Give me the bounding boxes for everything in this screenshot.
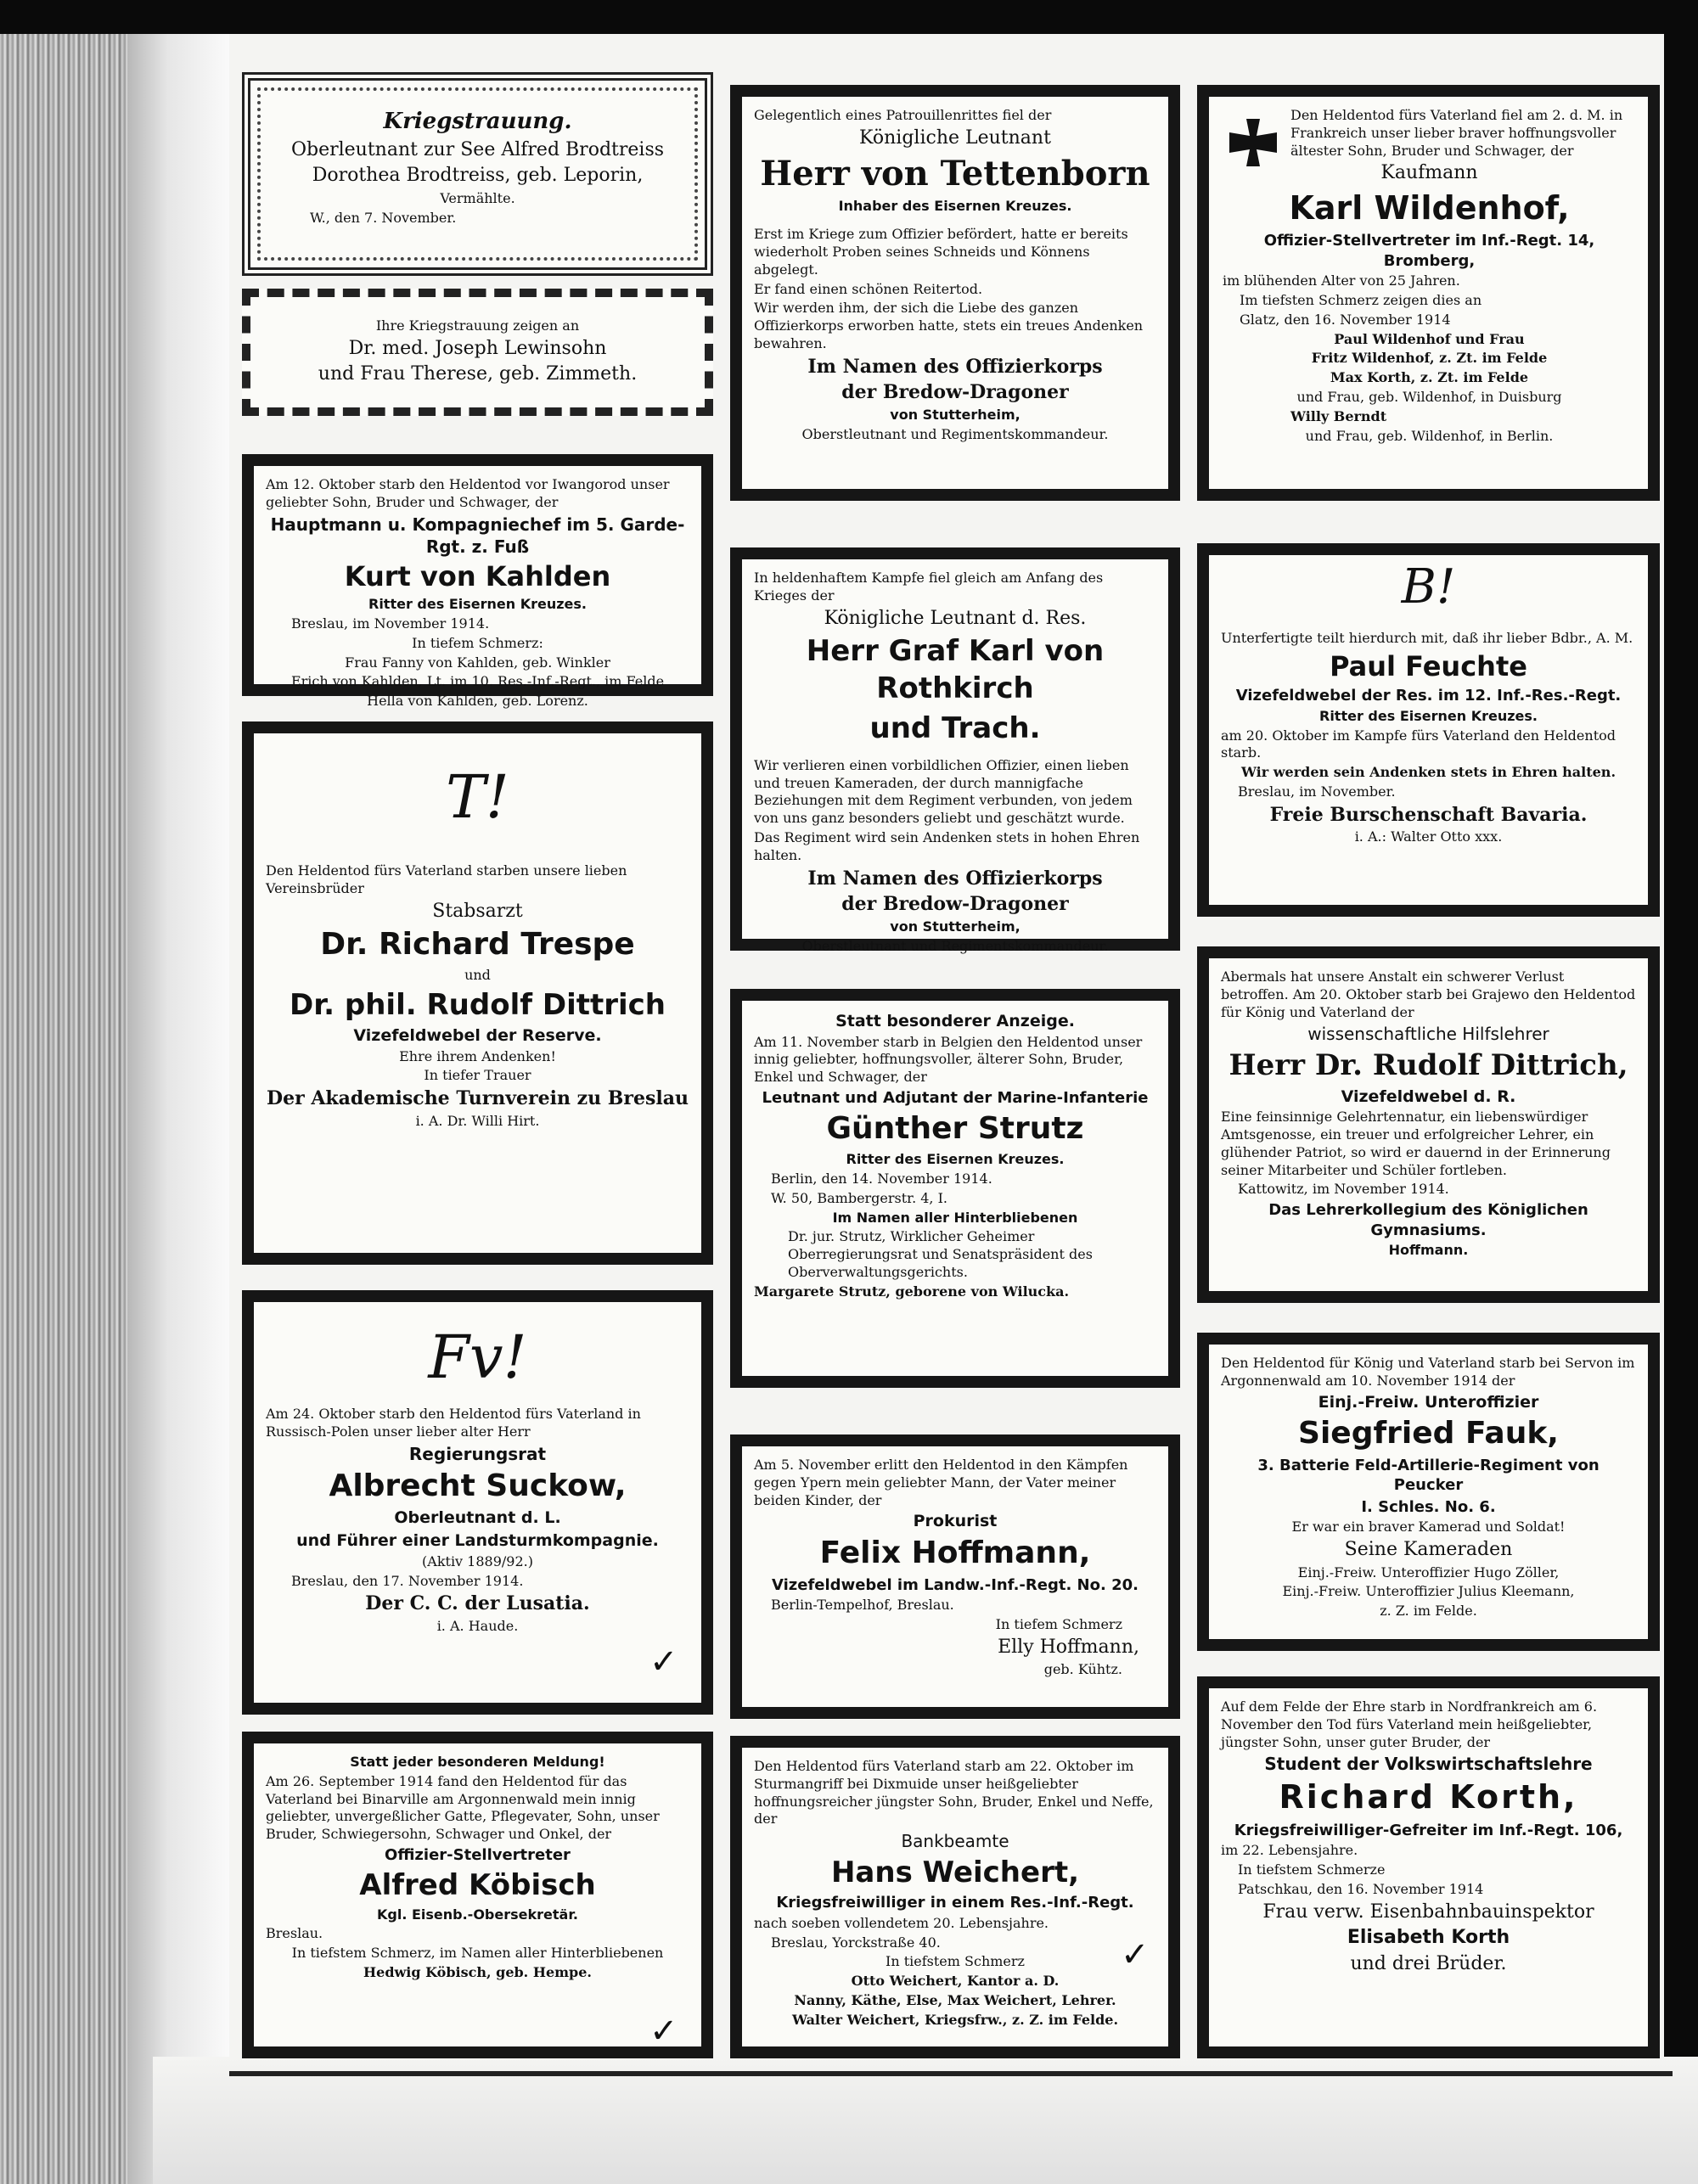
groom-line: Dr. med. Joseph Lewinsohn (348, 337, 607, 359)
notice-title: Kriegstrauung. (383, 109, 572, 134)
job-line: Kgl. Eisenb.-Obersekretär. (376, 1906, 579, 1923)
obituary-hans-weichert (730, 1736, 1180, 2058)
rank-line: Offizier-Stellvertreter im Inf.-Regt. 14, Bromberg, (1263, 232, 1595, 270)
title-line: Student der Volkswirtschaftslehre (1264, 1754, 1593, 1775)
monogram: Fv! (428, 1322, 527, 1392)
iron-cross-icon (1228, 117, 1279, 168)
relative-line: Otto Weichert, Kantor a. D. (851, 1973, 1060, 1990)
page-gutter (127, 0, 229, 2184)
deceased-name: Paul Feuchte (1330, 649, 1527, 682)
obituary-alfred-koebisch (242, 1732, 713, 2058)
intro-text: Am 24. Oktober starb den Heldentod fürs Vaterland in Russisch-Polen unser lieber alter Herr (266, 1406, 641, 1440)
rank-line: Leutnant und Adjutant der Marine-Infanterie (762, 1089, 1149, 1108)
handwritten-check-mark: ✓ (649, 1642, 678, 1682)
bride-line: und Frau Therese, geb. Zimmeth. (318, 363, 638, 385)
intro-text: Am 5. November erlitt den Heldentod in den Kämpfen gegen Ypern mein geliebter Mann, der Vater meiner beiden Kinder, der (754, 1457, 1128, 1508)
intro-text: Abermals hat unsere Anstalt ein schwerer Verlust betroffen. Am 20. Oktober starb bei Grajewo den Heldentod für König und Vaterland der (1221, 968, 1636, 1020)
place-line: Berlin-Tempelhof, Breslau. (771, 1597, 954, 1614)
place-line: Breslau. (266, 1925, 323, 1942)
notice-heading: Statt jeder besonderen Meldung! (350, 1754, 605, 1770)
place-date: Breslau, den 17. November 1914. (291, 1572, 524, 1589)
signature: Hedwig Köbisch, geb. Hempe. (363, 1963, 592, 1980)
signature: Einj.-Freiw. Unteroffizier Julius Kleemann, (1282, 1583, 1575, 1600)
deceased-name: Günther Strutz (826, 1111, 1084, 1147)
paragraph: Wir verlieren einen vorbildlichen Offizier, einen lieben und treuen Kameraden, der durch mannigfache Beziehungen mit dem Regiment verbunden, von jedem von uns ganz besonders geliebt und geschätzt wurde. (754, 756, 1133, 827)
club-name: Der Akademische Turnverein zu Breslau (267, 1087, 689, 1110)
rank-line: Hauptmann u. Kompagniechef im 5. Garde-Rgt. z. Fuß (270, 514, 685, 557)
mourning-line: Im Namen aller Hinterbliebenen (832, 1209, 1078, 1226)
obituary-albrecht-suckow (242, 1290, 713, 1715)
relative-line: Frau verw. Eisenbahnbauinspektor (1262, 1900, 1594, 1923)
handwritten-check-mark: ✓ (1121, 1935, 1150, 1974)
signature: i. A.: Walter Otto xxx. (1354, 828, 1503, 845)
rank-line: Königliche Leutnant d. Res. (824, 607, 1087, 629)
status-line: Vermählte. (440, 189, 515, 206)
unit-line: 3. Batterie Feld-Artillerie-Regiment von Peucker (1257, 1457, 1600, 1495)
relative-line: Hella von Kahlden, geb. Lorenz. (367, 693, 588, 710)
obituary-karl-wildenhof (1197, 85, 1660, 501)
place-line: Breslau, Yorckstraße 40. (771, 1934, 941, 1951)
intro-text: Den Heldentod fürs Vaterland starben unsere lieben Vereinsbrüder (266, 862, 627, 896)
place-date: Glatz, den 16. November 1914 (1240, 311, 1451, 328)
intro-text: Den Heldentod für König und Vaterland starb bei Servon im Argonnenwald am 10. November 1914 der (1221, 1355, 1635, 1389)
deceased-name: Richard Korth, (1279, 1778, 1578, 1816)
intro-text: Gelegentlich eines Patrouillenrittes fiel der (754, 107, 1052, 123)
corps-line: der Bredow-Dragoner (841, 381, 1069, 404)
title-line: Prokurist (913, 1512, 998, 1531)
date-line: W., den 7. November. (310, 209, 457, 226)
signature: von Stutterheim, (890, 406, 1020, 423)
deceased-name: Alfred Köbisch (359, 1868, 596, 1903)
club-name: Das Lehrerkollegium des Königlichen Gymnasiums. (1268, 1201, 1588, 1239)
signature: i. A. Haude. (436, 1617, 519, 1634)
notice-heading: Statt besonderer Anzeige. (835, 1012, 1075, 1030)
relative-line: und drei Brüder. (1350, 1952, 1507, 1974)
obituary-siegfried-fauk (1197, 1333, 1660, 1651)
club-name: Seine Kameraden (1344, 1539, 1513, 1561)
monogram: T! (446, 762, 509, 832)
intro-text: Am 26. September 1914 fand den Heldentod für das Vaterland bei Binarville am Argonnenwald mein innig geliebter, unvergeßlicher Gatte, Pflegevater, Sohn, unser Bruder, Schwiegersohn, Schwager und Onkel, der (266, 1772, 660, 1843)
place-date: Breslau, im November 1914. (291, 615, 490, 632)
paragraph: am 20. Oktober im Kampfe fürs Vaterland den Heldentod starb. (1221, 727, 1616, 761)
deceased-name: Herr Graf Karl von Rothkirch (806, 634, 1105, 706)
rank-line: Vizefeldwebel d. R. (1341, 1086, 1516, 1106)
intro-text: In heldenhaftem Kampfe fiel gleich am Anfang des Krieges der (754, 570, 1104, 604)
mourning-line: In tiefstem Schmerz (886, 1953, 1025, 1970)
place-line: Breslau, im November. (1238, 783, 1396, 800)
deceased-name: Herr von Tettenborn (760, 154, 1150, 194)
deceased-name: Herr Dr. Rudolf Dittrich, (1229, 1048, 1628, 1083)
rank-line: Vizefeldwebel im Landw.-Inf.-Regt. No. 20. (772, 1575, 1139, 1594)
relative-line: Frau Fanny von Kahlden, geb. Winkler (345, 654, 610, 671)
order-line: Inhaber des Eisernen Kreuzes. (838, 198, 1072, 215)
relative-line: Nanny, Käthe, Else, Max Weichert, Lehrer. (794, 1991, 1116, 2008)
rank-line: Vizefeldwebel der Reserve. (353, 1025, 602, 1045)
groom-line: Oberleutnant zur See Alfred Brodtreiss (290, 138, 665, 160)
relative-line: Erich von Kahlden, Lt. im 10. Res.-Inf.-Regt., im Felde (290, 673, 665, 690)
rank-line: Königliche Leutnant (859, 126, 1051, 149)
signature: Hoffmann. (1388, 1242, 1469, 1259)
obituary-guenther-strutz (730, 989, 1180, 1388)
signature: Einj.-Freiw. Unteroffizier Hugo Zöller, (1297, 1564, 1560, 1580)
corps-line: Im Namen des Offizierkorps (807, 867, 1103, 890)
signature: i. A. Dr. Willi Hirt. (415, 1112, 540, 1129)
deceased-name: Albrecht Suckow, (329, 1468, 627, 1503)
deceased-name: Hans Weichert, (830, 1856, 1080, 1890)
deceased-name: Siegfried Fauk, (1298, 1416, 1559, 1451)
relative-line: und Frau, geb. Wildenhof, in Duisburg (1296, 388, 1562, 405)
obituary-graf-rothkirch (730, 547, 1180, 954)
intro-line: Ihre Kriegstrauung zeigen an (375, 317, 580, 334)
paragraph: Erst im Kriege zum Offizier befördert, hatte er bereits wiederholt Proben seines Schneids und Könnens abgelegt. (754, 226, 1128, 278)
paragraph: Eine feinsinnige Gelehrtennatur, ein liebenswürdiger Amtsgenosse, ein treuer und erfolgreicher Lehrer, ein glühender Patriot, so wird er dauernd in der Erinnerung seiner Mitarbeiter und Schüler fortleben. (1221, 1109, 1611, 1178)
signature: Elly Hoffmann, (998, 1636, 1139, 1658)
relative-line: Paul Wildenhof und Frau (1334, 330, 1525, 347)
active-years: (Aktiv 1889/92.) (422, 1552, 533, 1569)
title-line: Stabsarzt (432, 900, 523, 922)
mourning-line: Im tiefsten Schmerz zeigen dies an (1240, 291, 1482, 308)
relative-line: Margarete Strutz, geborene von Wilucka. (754, 1283, 1070, 1300)
notice-kriegstrauung-brodtreiss (242, 72, 713, 276)
deceased-name: Kurt von Kahlden (344, 559, 611, 592)
age-line: nach soeben vollendetem 20. Lebensjahre. (754, 1914, 1049, 1931)
page-rule (229, 2071, 1673, 2076)
rank-line: Kriegsfreiwilliger-Gefreiter im Inf.-Regt. 106, (1234, 1821, 1623, 1839)
rank-line: Oberleutnant d. L. (394, 1508, 561, 1528)
title-line: Regierungsrat (408, 1443, 547, 1464)
intro-text: Den Heldentod fürs Vaterland starb am 22. Oktober im Sturmangriff bei Dixmuide unser heißgeliebter hoffnungsreicher jüngster Sohn, Bruder, Enkel und Neffe, der (754, 1758, 1154, 1827)
intro-text: Den Heldentod fürs Vaterland fiel am 2. d. M. in Frankreich unser lieber braver hoffnungsvoller ältester Sohn, Bruder und Schwager, der (1290, 107, 1623, 159)
rank-line: Einj.-Freiw. Unteroffizier (1318, 1392, 1539, 1412)
signature-title: Oberstleutnant und Regimentskommandeur. (801, 425, 1109, 442)
club-name: Der C. C. der Lusatia. (365, 1592, 590, 1615)
conjunction: und (464, 966, 491, 983)
order-line: Ritter des Eisernen Kreuzes. (1319, 707, 1538, 724)
relative-line: und Frau, geb. Wildenhof, in Berlin. (1305, 427, 1554, 444)
obituary-trespe-dittrich (242, 721, 713, 1265)
honor-line: Ehre ihrem Andenken! (399, 1047, 556, 1064)
handwritten-check-mark: ✓ (649, 2012, 678, 2051)
signature-note: z. Z. im Felde. (1380, 1603, 1477, 1620)
signature-maiden-name: geb. Kühtz. (1043, 1661, 1122, 1678)
deceased-name-1: Dr. Richard Trespe (320, 927, 635, 963)
place-date: Kattowitz, im November 1914. (1238, 1181, 1449, 1198)
mourning-line: In tiefem Schmerz (995, 1616, 1122, 1633)
unit-line: I. Schles. No. 6. (1361, 1497, 1496, 1516)
place-date: Berlin, den 14. November 1914. (771, 1171, 992, 1187)
rank-line: Vizefeldwebel der Res. im 12. Inf.-Res.-Regt. (1235, 687, 1622, 705)
rank-line: Kriegsfreiwilliger in einem Res.-Inf.-Regt. (776, 1894, 1134, 1912)
deceased-name: Karl Wildenhof, (1289, 188, 1570, 227)
mourning-line: In tiefstem Schmerze (1238, 1861, 1386, 1878)
signature: von Stutterheim, (890, 918, 1020, 935)
deceased-name-2: Dr. phil. Rudolf Dittrich (289, 987, 666, 1022)
corps-line: der Bredow-Dragoner (841, 893, 1069, 916)
obituary-felix-hoffmann (730, 1434, 1180, 1719)
obituary-rudolf-dittrich-gymnasium (1197, 946, 1660, 1303)
deceased-name-cont: und Trach. (869, 710, 1041, 745)
age-line: im blühenden Alter von 25 Jahren. (1223, 272, 1460, 289)
club-name: Freie Burschenschaft Bavaria. (1269, 803, 1588, 826)
obituary-richard-korth (1197, 1676, 1660, 2058)
intro-text: Auf dem Felde der Ehre starb in Nordfrankreich am 6. November den Tod fürs Vaterland mein heißgeliebter, jüngster Sohn, unser guter Bruder, der (1221, 1698, 1598, 1750)
address: W. 50, Bambergerstr. 4, I. (771, 1189, 947, 1206)
paragraph: Er war ein braver Kamerad und Soldat! (1291, 1519, 1566, 1536)
notice-kriegstrauung-lewinsohn (242, 289, 713, 416)
bride-line: Dorothea Brodtreiss, geb. Leporin, (312, 165, 644, 187)
signature-title: Oberstleutnant und Regimentskommandeur. (801, 937, 1109, 954)
age-line: im 22. Lebensjahre. (1221, 1842, 1358, 1859)
intro-text: Unterfertigte teilt hierdurch mit, daß ihr lieber Bdbr., A. M. (1221, 630, 1633, 646)
rank-line: und Führer einer Landsturmkompagnie. (296, 1531, 659, 1551)
paragraph: Das Regiment wird sein Andenken stets in hohen Ehren halten. (754, 828, 1140, 863)
scan-border-top (0, 0, 1698, 34)
relative-line: Elisabeth Korth (1347, 1927, 1510, 1949)
intro-text: Am 11. November starb in Belgien den Heldentod unser innig geliebter, hoffnungsvoller, älterer Sohn, Bruder, Enkel und Schwager, der (754, 1033, 1143, 1086)
scan-border-right (1664, 0, 1698, 2184)
relative-line: Max Korth, z. Zt. im Felde (1330, 369, 1529, 386)
relative-line: Willy Berndt (1290, 407, 1387, 424)
relative-line: Fritz Wildenhof, z. Zt. im Felde (1311, 350, 1548, 367)
title-line: Bankbeamte (901, 1831, 1009, 1852)
place-date: Patschkau, den 16. November 1914 (1238, 1880, 1484, 1897)
intro-text: Am 12. Oktober starb den Heldentod vor Iwangorod unser geliebter Sohn, Bruder und Schwager, der (266, 476, 670, 510)
rank-line: Offizier-Stellvertreter (385, 1845, 571, 1864)
obituary-kurt-von-kahlden (242, 454, 713, 710)
obituary-paul-feuchte (1197, 543, 1660, 917)
paragraph: Wir werden ihm, der sich die Liebe des ganzen Offizierkorps erworben hatte, stets ein treues Andenken bewahren. (754, 300, 1144, 351)
obituary-von-tettenborn (730, 85, 1180, 501)
mourning-line: In tiefer Trauer (424, 1067, 531, 1084)
relative-line: Walter Weichert, Kriegsfrw., z. Z. im Felde. (791, 2011, 1119, 2028)
corps-line: Im Namen des Offizierkorps (807, 355, 1103, 378)
honor-line: Wir werden sein Andenken stets in Ehren halten. (1240, 764, 1616, 781)
paragraph: Er fand einen schönen Reitertod. (754, 280, 983, 297)
monogram: B! (1401, 559, 1456, 615)
order-line: Ritter des Eisernen Kreuzes. (846, 1151, 1065, 1168)
mourning-line: In tiefstem Schmerz, im Namen aller Hinterbliebenen (291, 1945, 664, 1962)
title-line: Kaufmann (1380, 162, 1478, 184)
deceased-name: Felix Hoffmann, (819, 1536, 1091, 1571)
title-line: wissenschaftliche Hilfslehrer (1307, 1024, 1549, 1045)
relative-line: Dr. jur. Strutz, Wirklicher Geheimer Oberregierungsrat und Senatspräsident des Oberverwaltungsgerichts. (788, 1228, 1093, 1281)
order-line: Ritter des Eisernen Kreuzes. (368, 596, 587, 613)
mourning-line: In tiefem Schmerz: (412, 634, 543, 651)
